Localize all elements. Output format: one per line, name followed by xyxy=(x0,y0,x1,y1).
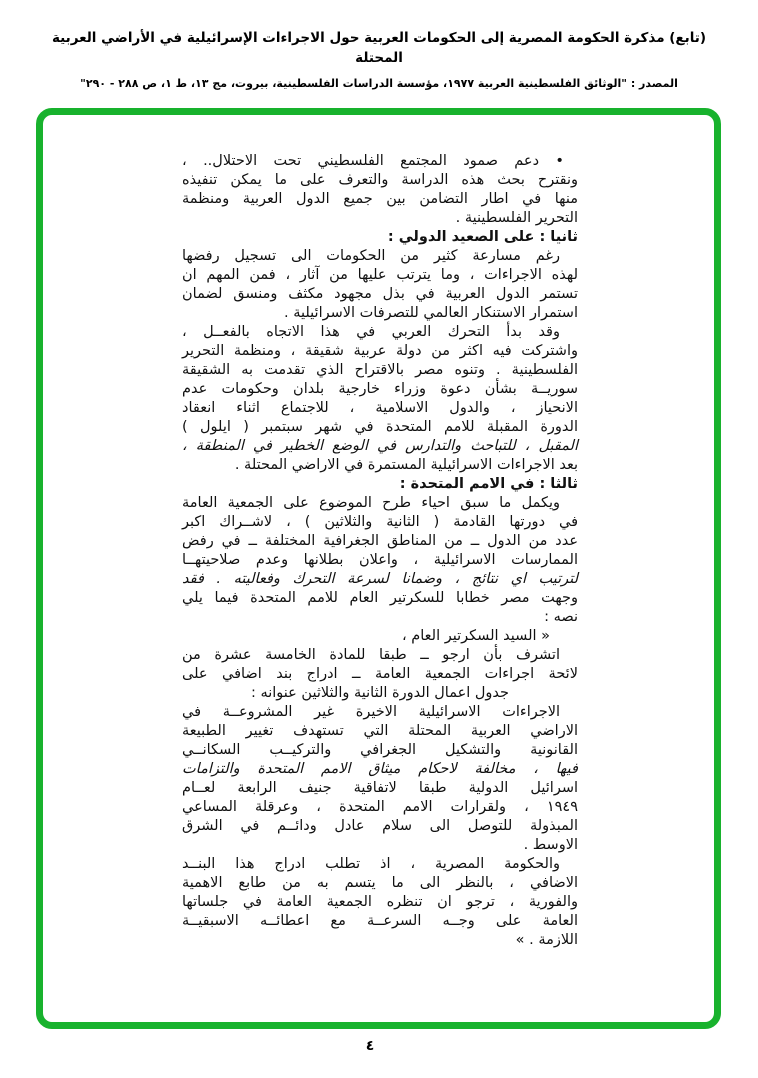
text-line: فيها ، مخالفة لاحكام ميثاق الامم المتحدة والتزامات xyxy=(182,761,578,777)
paragraph xyxy=(182,323,578,475)
text-line: والحكومة المصرية ، اذ تطلب ادراج هذا البنــد xyxy=(182,856,560,872)
section-heading xyxy=(182,228,578,247)
document-title: (تابع) مذكرة الحكومة المصرية إلى الحكومات العربية حول الاجراءات الإسرائيلية في الأراضي العربية المحتلة xyxy=(51,30,707,67)
document-source: المصدر : "الوثائق الفلسطينية العربية ١٩٧٧، مؤسسة الدراسات الفلسطينية، بيروت، مج ١٣، ط ١، ص ٢٨٨ - ٢٩٠" xyxy=(80,76,678,90)
text-line: لهذه الاجراءات ، وما يترتب عليها من آثار ، فمن المهم ان xyxy=(182,267,578,283)
paragraph xyxy=(182,627,578,646)
text-line: لائحة اجراءات الجمعية العامة ــ ادراج بند اضافي على xyxy=(182,666,578,682)
text-line: اللازمة . » xyxy=(515,932,578,948)
text-line: جدول اعمال الدورة الثانية والثلاثين عنوانه : xyxy=(250,685,510,701)
paragraph xyxy=(182,855,578,950)
text-line: ١٩٤٩ ، ولقرارات الامم المتحدة ، وعرقلة المساعي xyxy=(182,799,578,815)
text-line: الاوسط . xyxy=(523,837,578,853)
text-line: تستمر الدول العربية في بذل مجهود مكثف ومنسق لضمان xyxy=(182,286,578,302)
paragraph xyxy=(182,703,578,855)
paragraph xyxy=(182,247,578,323)
text-line: سوريــة بشأن دعوة وزراء خارجية بلدان وحكومات عدم xyxy=(182,381,578,397)
text-line: عدد من الدول ــ من المناطق الجغرافية المختلفة ــ في رفض xyxy=(182,533,578,549)
text-line: ثانيا : على الصعيد الدولي : xyxy=(387,229,578,245)
text-line: اسرائيل الدولية طبقا لاتفاقية جنيف الرابعة لعــام xyxy=(182,780,578,796)
text-line: العامة على وجــه السرعــة مع اعطائــه الاسبقيــة xyxy=(182,913,578,929)
text-line: الممارسات الاسرائيلية ، واعلان بطلانها وعدم صلاحيتهــا xyxy=(182,552,578,568)
text-body xyxy=(182,152,578,950)
text-line: الاجراءات الاسرائيلية الاخيرة غير المشروعــة في xyxy=(182,704,560,720)
text-line: رغم مسارعة كثير من الحكومات الى تسجيل رفضها xyxy=(182,248,560,264)
text-line: الاراضي العربية المحتلة التي تستهدف تغيير الطبيعة xyxy=(182,723,578,739)
text-line: والفورية ، ترجو ان تنظره الجمعية العامة في جلساتها xyxy=(182,894,578,910)
text-line: ونقترح بحث هذه الدراسة والتعرف على ما يمكن تنفيذه xyxy=(182,172,578,188)
text-line: نصه : xyxy=(544,609,578,625)
page-header xyxy=(30,28,728,91)
text-line: ويكمل ما سبق احياء طرح الموضوع على الجمعية العامة xyxy=(182,495,560,511)
text-line: « السيد السكرتير العام ، xyxy=(402,628,550,644)
text-line: اتشرف بأن ارجو ــ طبقا للمادة الخامسة عشرة من xyxy=(182,647,560,663)
text-line: ثالثا : في الامم المتحدة : xyxy=(399,476,578,492)
text-line: الاضافي ، بالنظر الى ما يتسم به من طابع الاهمية xyxy=(182,875,578,891)
text-line: التحرير الفلسطينية . xyxy=(455,210,578,226)
paragraph xyxy=(182,646,578,703)
paragraph xyxy=(182,494,578,627)
text-line: بعد الاجراءات الاسرائيلية المستمرة في الاراضي المحتلة . xyxy=(234,457,578,473)
text-line: وجهت مصر خطابا للسكرتير العام للامم المتحدة فيما يلي xyxy=(182,590,578,606)
section-heading xyxy=(182,475,578,494)
text-line: واشتركت فيه اكثر من دولة عربية شقيقة ، ومنظمة التحرير xyxy=(182,343,578,359)
text-line: الدورة المقبلة للامم المتحدة في شهر سبتمبر ( ايلول ) xyxy=(182,419,578,435)
text-line: لترتيب اي نتائج ، وضمانا لسرعة التحرك وفعاليته . فقد xyxy=(182,571,578,587)
text-line: منها في اطار التضامن بين جميع الدول العربية ومنظمة xyxy=(182,191,578,207)
text-line: القانونية والتشكيل الجغرافي والتركيــب السكانــي xyxy=(182,742,578,758)
text-line: الفلسطينية . وتنوه مصر بالاقتراح الذي تقدمت به الشقيقة xyxy=(182,362,578,378)
page-number: ٤ xyxy=(365,1038,375,1054)
text-line: المبذولة للتوصل الى سلام عادل ودائــم في الشرق xyxy=(182,818,578,834)
text-line: استمرار الاستنكار العالمي للتصرفات الاسرائيلية . xyxy=(283,305,578,321)
text-line: وقد بدأ التحرك العربي في هذا الاتجاه بالفعــل ، xyxy=(182,324,560,340)
text-line: المقبل ، للتباحث والتدارس في الوضع الخطير في المنطقة ، xyxy=(182,438,578,454)
text-line: الانحياز ، والدول الاسلامية ، للاجتماع اثناء انعقاد xyxy=(182,400,578,416)
text-line: في دورتها القادمة ( الثانية والثلاثين ) ، لاشــراك اكبر xyxy=(182,514,578,530)
paragraph xyxy=(182,152,578,228)
text-line: • دعم صمود المجتمع الفلسطيني تحت الاحتلال.. ، xyxy=(182,153,564,169)
